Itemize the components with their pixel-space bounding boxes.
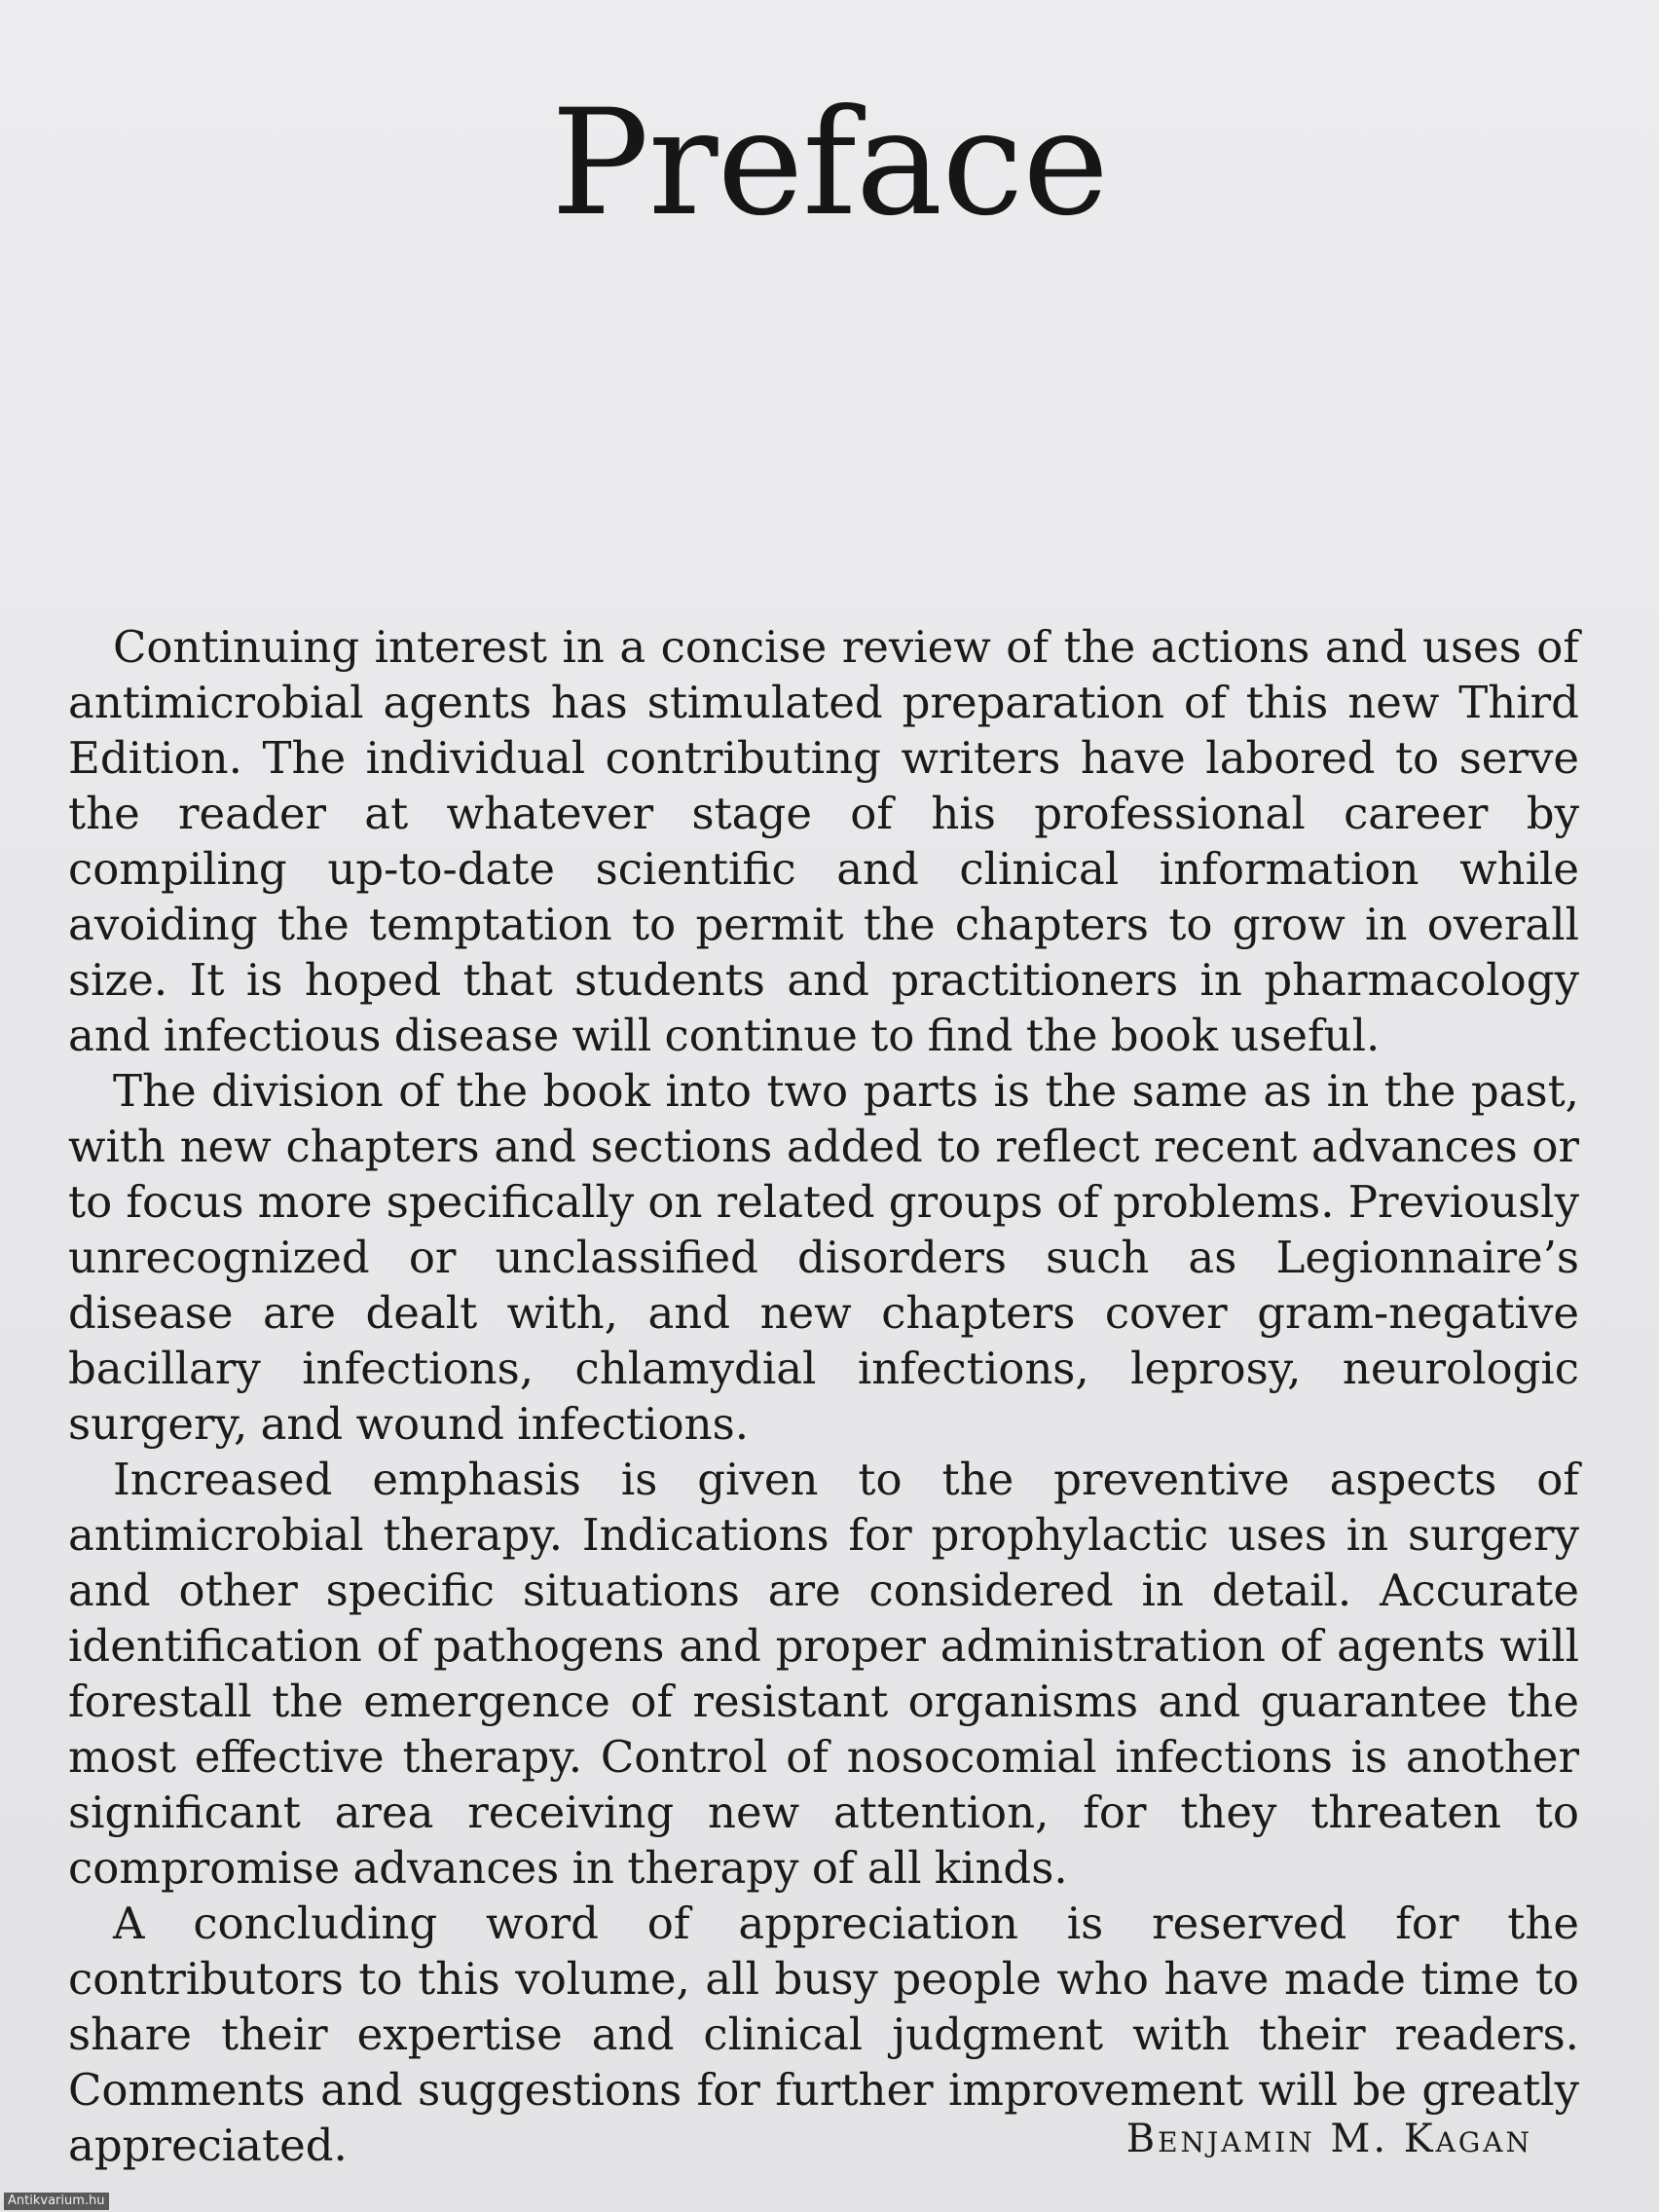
paragraph-3: Increased emphasis is given to the preventive aspects of antimicrobial therapy. Indications for prophylactic uses in surgery and other specific situations are considered in detail. Accurate identification of pathogens and proper administration of agents will forestall the emergence of resistant organisms and guarantee the most effective therapy. Control of nosocomial infections is another significant area receiving new attention, for they threaten to compromise advances in therapy of all kinds. [68,1454,1579,1894]
page-title: Preface [550,79,1109,248]
paragraph-2: The division of the book into two parts is the same as in the past, with new chapters and sections added to reflect recent advances or to focus more specifically on related groups of problems. Previously unrecognized or unclassified disorders such as Legionnaire’s disease are dealt with, and new chapters cover gram-negative bacillary infections, chlamydial infections, leprosy, neurologic surgery, and wound infections. [68,1065,1579,1450]
preface-body [68,619,1579,2173]
paragraph-1: Continuing interest in a concise review of the actions and uses of antimicrobial agents has stimulated preparation of this new Third Edition. The individual contributing writers have labored to serve the reader at whatever stage of his professional career by compiling up-to-date scientific and clinical information while avoiding the temptation to permit the chapters to grow in overall size. It is hoped that students and practitioners in pharmacology and infectious disease will continue to find the book useful. [68,621,1579,1061]
paragraph-4: A concluding word of appreciation is reserved for the contributors to this volume, all busy people who have made time to share their expertise and clinical judgment with their readers. Comments and suggestions for further improvement will be greatly appreciated. [68,1898,1579,2171]
watermark-label: Antikvarium.hu [4,2193,109,2210]
author-signature: Benjamin M. Kagan [1125,2117,1532,2161]
